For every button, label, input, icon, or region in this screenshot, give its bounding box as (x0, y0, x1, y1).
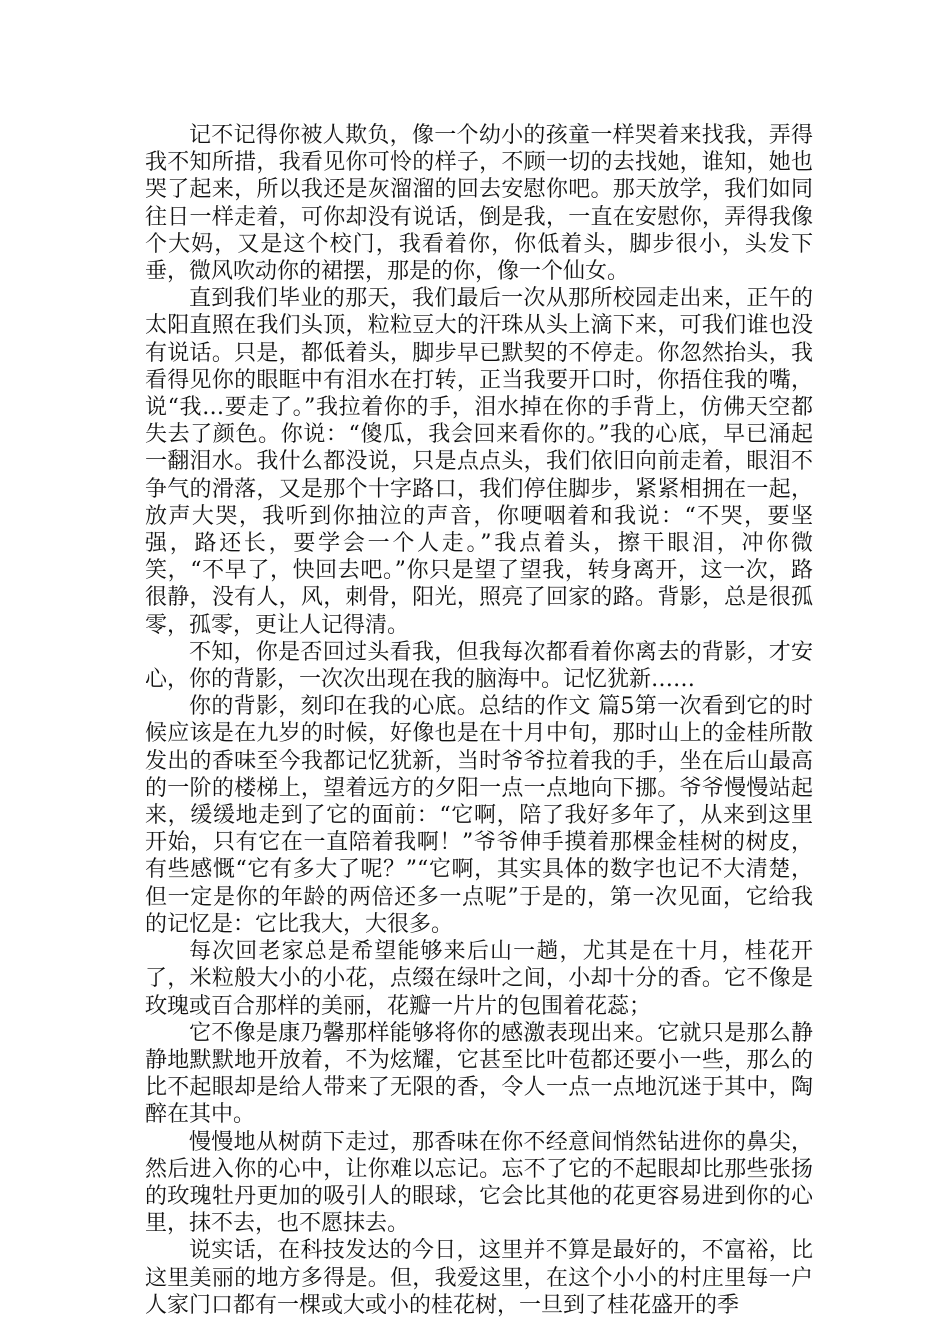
paragraph-5: 每次回老家总是希望能够来后山一趟，尤其是在十月，桂花开了，米粒般大小的小花，点缀在绿叶之间，小却十分的香。它不像是玫瑰或百合那样的美丽，花瓣一片片的包围着花蕊； (145, 939, 813, 1019)
paragraph-2: 直到我们毕业的那天，我们最后一次从那所校园走出来，正午的太阳直照在我们头顶，粒粒豆大的汗珠从头上滴下来，可我们谁也没有说话。只是，都低着头，脚步早已默契的不停走。你忽然抬头，我看得见你的眼眶中有泪水在打转，正当我要开口时，你捂住我的嘴，说“我…要走了。”我拉着你的手，泪水掉在你的手背上，仿佛天空都失去了颜色。你说：“傻瓜，我会回来看你的。”我的心底，早已涌起一翻泪水。我什么都没说，只是点点头，我们依旧向前走着，眼泪不争气的滑落，又是那个十字路口，我们停住脚步，紧紧相拥在一起，放声大哭，我听到你抽泣的声音，你哽咽着和我说：“不哭，要坚强，路还长，要学会一个人走。”我点着头，擦干眼泪，冲你微笑，“不早了，快回去吧。”你只是望了望我，转身离开，这一次，路很静，没有人，风，刺骨，阳光，照亮了回家的路。背影，总是很孤零，孤零，更让人记得清。 (145, 286, 813, 638)
paragraph-4: 你的背影，刻印在我的心底。总结的作文 篇5第一次看到它的时候应该是在九岁的时候，好像也是在十月中旬，那时山上的金桂所散发出的香味至今我都记忆犹新，当时爷爷拉着我的手，坐在后山最高的一阶的楼梯上，望着远方的夕阳一点一点地向下挪。爷爷慢慢站起来，缓缓地走到了它的面前：“它啊，陪了我好多年了，从来到这里开始，只有它在一直陪着我啊！”爷爷伸手摸着那棵金桂树的树皮，有些感慨“它有多大了呢？”“它啊，其实具体的数字也记不大清楚，但一定是你的年龄的两倍还多一点呢”于是的，第一次见面，它给我的记忆是：它比我大，大很多。 (145, 694, 813, 937)
paragraph-7: 慢慢地从树荫下走过，那香味在你不经意间悄然钻进你的鼻尖，然后进入你的心中，让你难以忘记。忘不了它的不起眼却比那些张扬的玫瑰牡丹更加的吸引人的眼球，它会比其他的花更容易进到你的心里，抹不去，也不愿抹去。 (145, 1129, 813, 1237)
paragraph-1: 记不记得你被人欺负，像一个幼小的孩童一样哭着来找我，弄得我不知所措，我看见你可怜的样子，不顾一切的去找她，谁知，她也哭了起来，所以我还是灰溜溜的回去安慰你吧。那天放学，我们如同往日一样走着，可你却没有说话，倒是我，一直在安慰你，弄得我像个大妈，又是这个校门，我看着你，你低着头，脚步很小，头发下垂，微风吹动你的裙摆，那是的你，像一个仙女。 (145, 123, 813, 285)
document-body (145, 122, 813, 1319)
paragraph-6: 它不像是康乃馨那样能够将你的感激表现出来。它就只是那么静静地默默地开放着，不为炫耀，它甚至比叶苞都还要小一些，那么的比不起眼却是给人带来了无限的香，令人一点一点地沉迷于其中，陶醉在其中。 (145, 1020, 813, 1128)
paragraph-3: 不知，你是否回过头看我，但我每次都看着你离去的背影，才安心，你的背影，一次次出现在我的脑海中。记忆犹新…… (145, 639, 813, 693)
paragraph-8: 说实话，在科技发达的今日，这里并不算是最好的，不富裕，比这里美丽的地方多得是。但，我爱这里，在这个小小的村庄里每一户人家门口都有一棵或大或小的桂花树，一旦到了桂花盛开的季 (145, 1238, 813, 1318)
